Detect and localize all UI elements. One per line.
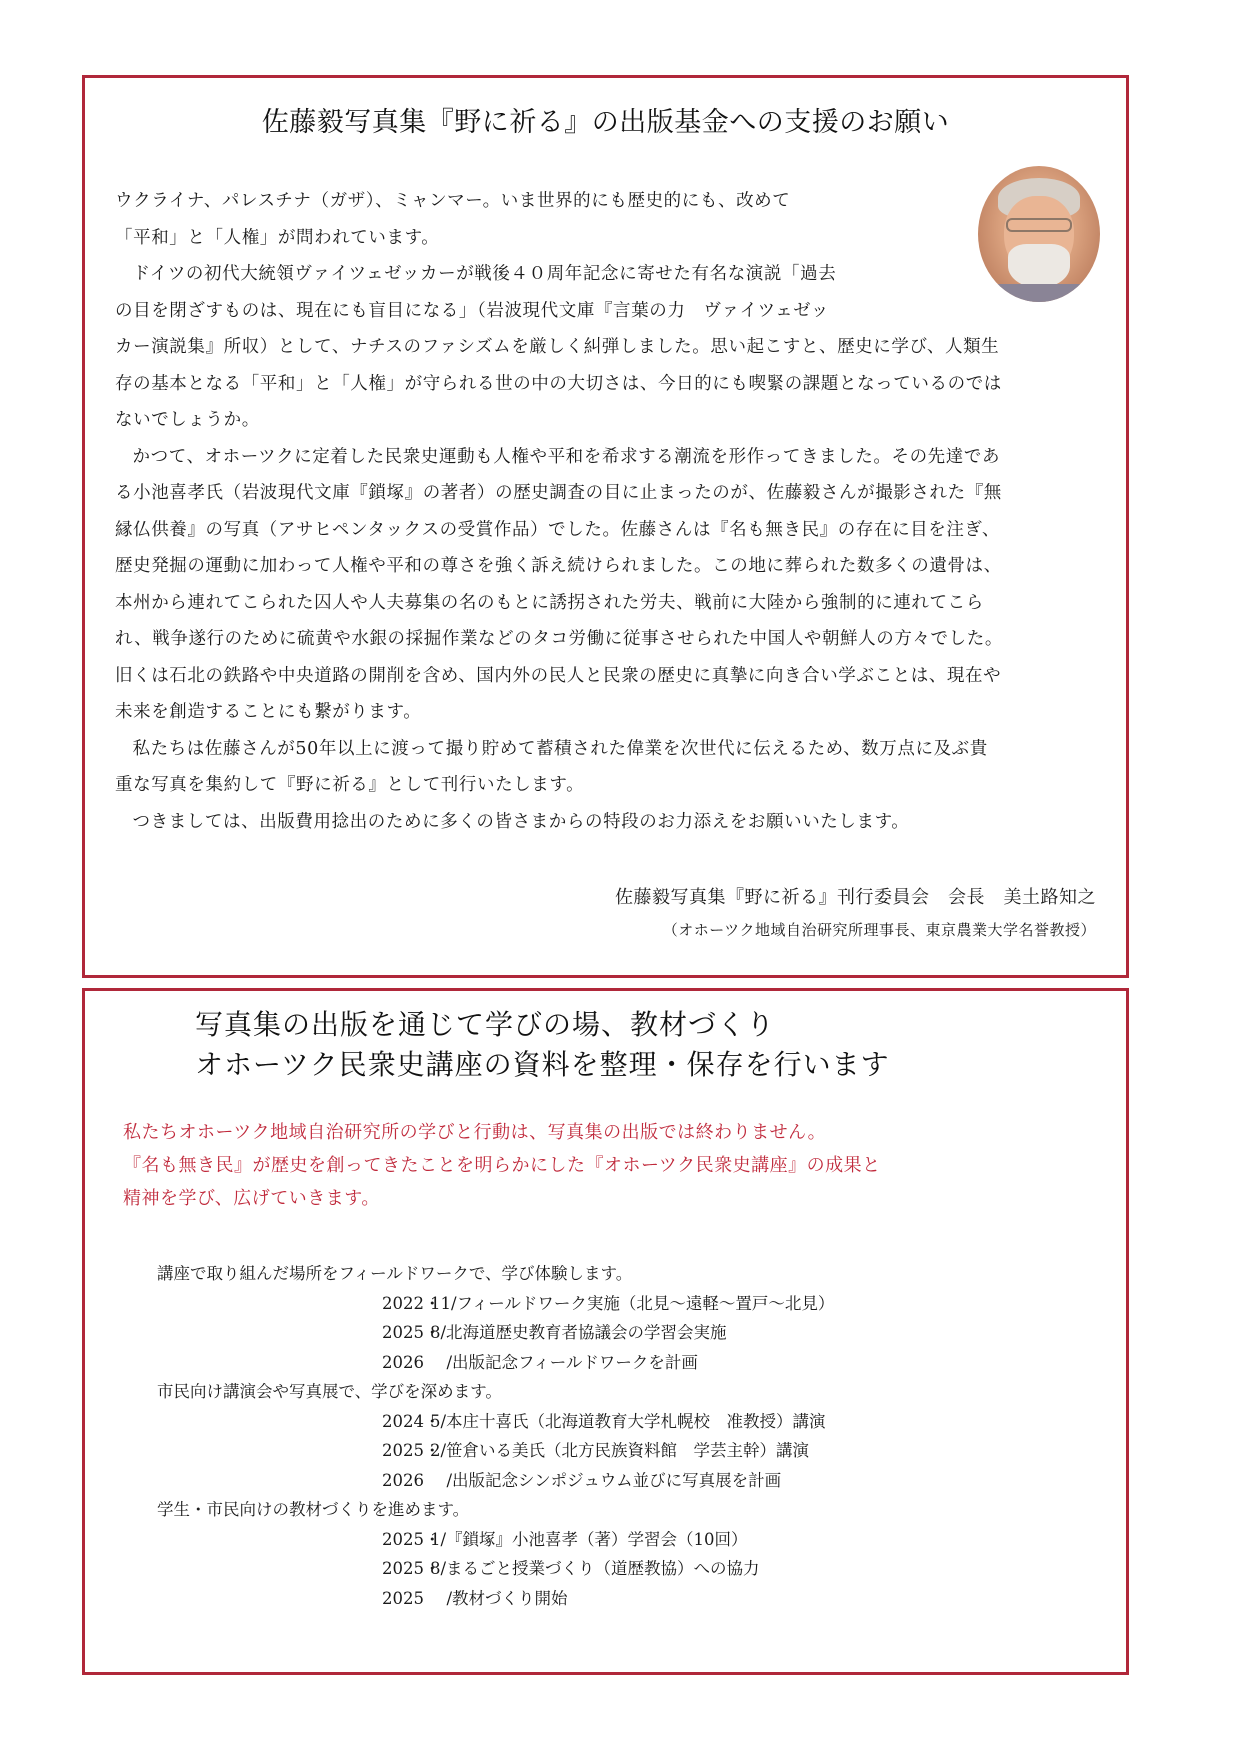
entry-year: 2024・ <box>382 1411 441 1431</box>
mission-line: 私たちオホーツク地域自治研究所の学びと行動は、写真集の出版では終わりません。 <box>123 1122 827 1143</box>
entry-year: 2025・ <box>382 1323 441 1342</box>
entry-year: 2025・ <box>382 1441 441 1460</box>
group-heading: 市民向け講演会や写真展で、学びを深めます。 <box>157 1382 502 1401</box>
body-line: 歴史発掘の運動に加わって人権や平和の尊さを強く訴え続けられました。この地に葬られた数多くの遺骨は、 <box>115 556 1002 576</box>
activity-entry <box>382 1525 1057 1555</box>
activity-entry <box>382 1348 1057 1378</box>
mission-statement <box>123 1116 1073 1215</box>
signature-affiliation: （オホーツク地域自治研究所理事長、東京農業大学名誉教授） <box>662 921 1096 939</box>
activity-group-fieldwork <box>157 1259 1057 1377</box>
entry-text: 11/フィールドワーク実施（北見～遠軽～置戸～北見） <box>430 1293 835 1313</box>
entry-text: 2/笹倉いる美氏（北方民族資料館 学芸主幹）講演 <box>430 1441 810 1460</box>
body-line: つきましては、出版費用捻出のために多くの皆さまからの特段のお力添えをお願いいたします。 <box>132 811 910 832</box>
mission-line: 精神を学び、広げていきます。 <box>123 1188 380 1209</box>
entry-text: 1/『鎖塚』小池喜孝（著）学習会（10回） <box>430 1529 748 1549</box>
body-line: 重な写真を集約して『野に祈る』として刊行いたします。 <box>115 775 585 795</box>
fundraising-appeal-section <box>82 75 1129 978</box>
body-line: かつて、オホーツクに定着した民衆史運動も人権や平和を希求する潮流を形作ってきました。その先達であ <box>132 446 1001 467</box>
appeal-body <box>115 183 1105 840</box>
entry-text: /教材づくり開始 <box>430 1588 568 1608</box>
entry-year: 2025 <box>382 1588 424 1608</box>
entry-year: 2026 <box>382 1470 424 1490</box>
body-line: る小池喜孝氏（岩波現代文庫『鎖塚』の著者）の歴史調査の目に止まったのが、佐藤毅さんが撮影された『無 <box>115 483 1002 503</box>
entry-text: 5/本庄十喜氏（北海道教育大学札幌校 准教授）講演 <box>430 1411 826 1431</box>
activity-entry <box>382 1407 1057 1437</box>
activities-list <box>157 1259 1057 1613</box>
body-line: 「平和」と「人権」が問われています。 <box>115 227 440 248</box>
activity-entry <box>382 1289 1057 1319</box>
body-line: 存の基本となる「平和」と「人権」が守られる世の中の大切さは、今日的にも喫緊の課題となっているのでは <box>115 373 1002 394</box>
group-heading: 学生・市民向けの教材づくりを進めます。 <box>157 1500 470 1519</box>
group-heading: 講座で取り組んだ場所をフィールドワークで、学び体験します。 <box>157 1264 633 1283</box>
activities-title <box>195 1005 890 1085</box>
body-line: 私たちは佐藤さんが50年以上に渡って撮り貯めて蓄積された偉業を次世代に伝えるため、数万点に及ぶ貴 <box>132 738 988 759</box>
appeal-title: 佐藤毅写真集『野に祈る』の出版基金への支援のお願い <box>261 107 950 138</box>
body-line: 本州から連れてこられた囚人や人夫募集の名のもとに誘拐された労夫、戦前に大陸から強制的に連れてこら <box>115 592 984 613</box>
mission-line: 『名も無き民』が歴史を創ってきたことを明らかにした『オホーツク民衆史講座』の成果と <box>123 1155 881 1176</box>
entry-year: 2022・ <box>382 1293 441 1313</box>
body-line: 未来を創造することにも繋がります。 <box>115 702 422 722</box>
activities-title-line1: 写真集の出版を通じて学びの場、教材づくり <box>195 1008 776 1041</box>
activities-title-line2: オホーツク民衆史講座の資料を整理・保存を行います <box>195 1048 890 1081</box>
signature-block <box>615 883 1096 940</box>
body-line: ないでしょうか。 <box>115 410 260 430</box>
entry-text: /出版記念シンポジュウム並びに写真展を計画 <box>430 1470 782 1490</box>
activity-entry <box>382 1466 1057 1496</box>
activity-entry <box>382 1318 1057 1348</box>
activity-entry <box>382 1584 1057 1614</box>
body-line: れ、戦争遂行のために硫黄や水銀の採掘作業などのタコ労働に従事させられた中国人や朝鮮人の方々でした。 <box>115 629 1003 649</box>
activity-group-materials <box>157 1495 1057 1613</box>
learning-activities-section <box>82 988 1129 1675</box>
body-line: 縁仏供養』の写真（アサヒペンタックスの受賞作品）でした。佐藤さんは『名も無き民』の存在に目を注ぎ、 <box>115 519 1000 540</box>
signature-name: 佐藤毅写真集『野に祈る』刊行委員会 会長 美土路知之 <box>615 887 1096 908</box>
activity-entry <box>382 1554 1057 1584</box>
entry-text: /出版記念フィールドワークを計画 <box>430 1352 698 1372</box>
body-line: 旧くは石北の鉄路や中央道路の開削を含め、国内外の民人と民衆の歴史に真摯に向き合い学ぶことは、現在や <box>115 665 1002 686</box>
body-line: の目を閉ざすものは、現在にも盲目になる」（岩波現代文庫『言葉の力 ヴァイツェゼッ <box>115 300 830 321</box>
activity-entry <box>382 1436 1057 1466</box>
entry-text: 8/北海道歴史教育者協議会の学習会実施 <box>430 1323 727 1342</box>
body-line: ドイツの初代大統領ヴァイツェゼッカーが戦後４０周年記念に寄せた有名な演説「過去 <box>132 264 837 284</box>
body-line: カー演説集』所収）として、ナチスのファシズムを厳しく糾弾しました。思い起こすと、歴史に学び、人類生 <box>115 337 1000 357</box>
entry-year: 2026 <box>382 1352 424 1372</box>
entry-year: 2025・ <box>382 1529 441 1549</box>
entry-text: 8/まるごと授業づくり（道歴教協）への協力 <box>430 1559 760 1578</box>
activity-group-lectures <box>157 1377 1057 1495</box>
body-line: ウクライナ、パレスチナ（ガザ）、ミャンマー。いま世界的にも歴史的にも、改めて <box>115 191 791 211</box>
entry-year: 2025・ <box>382 1559 441 1578</box>
